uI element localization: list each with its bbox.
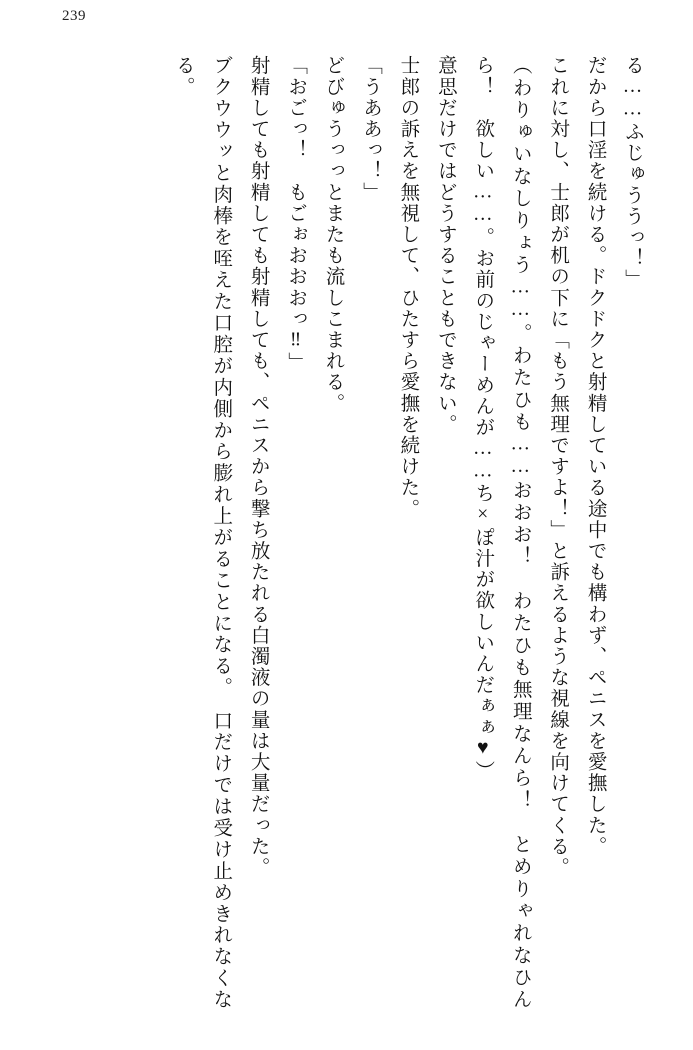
paragraph: 意思だけではどうすることもできない。 xyxy=(434,55,456,435)
paragraph: だから口淫を続ける。ドクドクと射精している途中でも構わず、ペニスを愛撫した。 xyxy=(584,55,606,857)
paragraph: 「うああっ！」 xyxy=(359,55,381,203)
paragraph: 士郎の訴えを無視して、ひたすら愛撫を続けた。 xyxy=(397,55,419,520)
paragraph: どびゅうっっとまたも流しこまれる。 xyxy=(322,55,344,414)
page-number: 239 xyxy=(62,8,86,24)
paragraph: る……ふじゅううっ！」 xyxy=(622,55,643,291)
paragraph: これに対し、士郎が机の下に「もう無理ですよ！」と訴えるような視線を向けてくる。 xyxy=(547,55,569,878)
paragraph: 「おごっ！ もごぉおおおっ‼」 xyxy=(285,55,307,373)
paragraph: ブクウウッと肉棒を咥えた口腔が内側から膨れ上がることになる。 口だけでは受け止めきれなくなる。 xyxy=(172,55,232,1010)
paragraph: （わりゅいなしりょう……。わたひも……おおお！ わたひも無理なんら！ とめりゃれなひんら！ 欲しい……。お前のじゃーめんが……ち×ぽ汁が欲しいんだぁぁ♥） xyxy=(472,55,531,1010)
page-text-body xyxy=(40,55,651,1010)
paragraph: 射精しても射精しても射精しても、ペニスから撃ち放たれる白濁液の量は大量だった。 xyxy=(247,55,269,878)
